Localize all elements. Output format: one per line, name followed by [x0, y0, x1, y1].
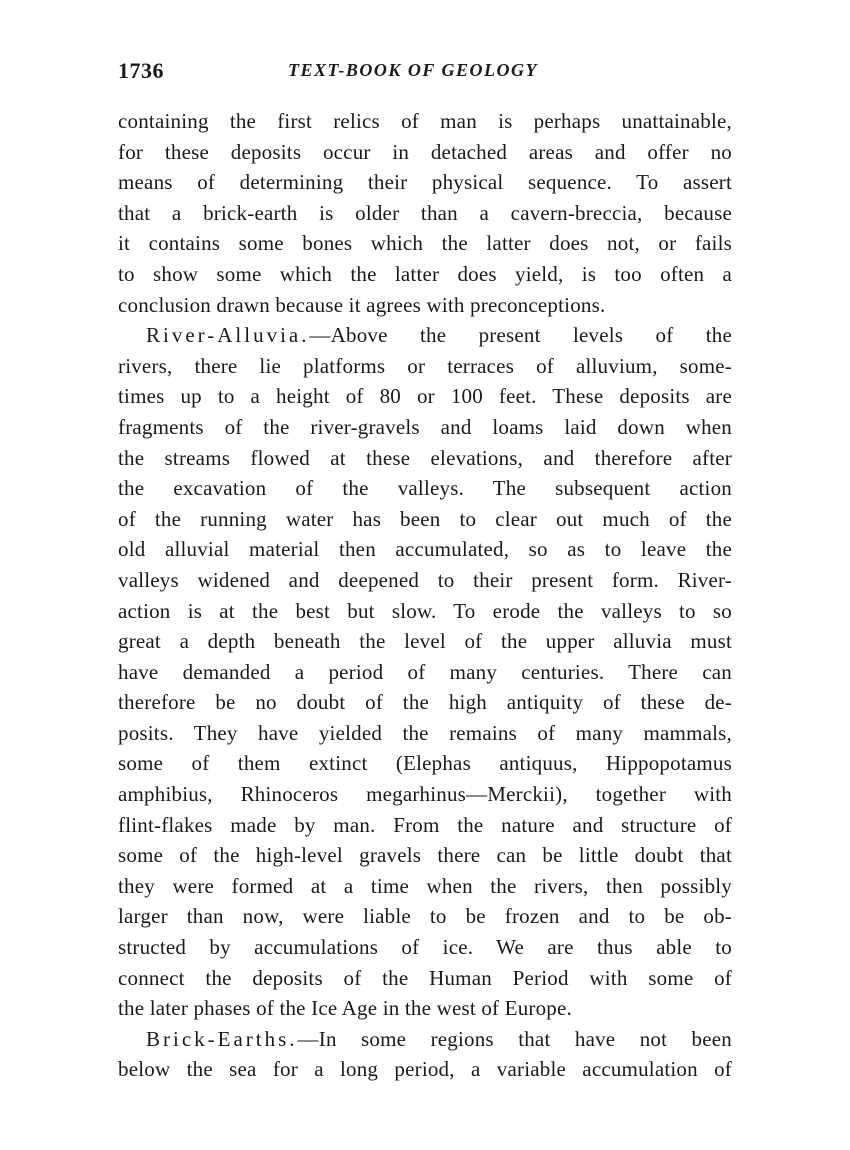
paragraph-river-alluvia: [118, 320, 732, 1024]
section-heading-river-alluvia: River-Alluvia.: [146, 323, 310, 348]
text-line: for these deposits occur in detached areas and offer no: [118, 139, 732, 164]
text-line: to show some which the latter does yield, is too often a: [118, 261, 732, 286]
text-line: of the running water has been to clear out much of the: [118, 506, 732, 531]
text-line: action is at the best but slow. To erode the valleys to so: [118, 598, 732, 623]
text-line: fragments of the river-gravels and loams laid down when: [118, 414, 732, 439]
text-line: means of determining their physical sequence. To assert: [118, 170, 732, 195]
text-line: the excavation of the valleys. The subsequent action: [118, 476, 732, 501]
page-header: [118, 58, 732, 92]
text-line: the streams flowed at these elevations, and therefore after: [118, 445, 732, 470]
text-line: it contains some bones which the latter does not, or fails: [118, 231, 732, 256]
text-line: the later phases of the Ice Age in the west of Europe.: [118, 996, 572, 1021]
section-heading-brick-earths: Brick-Earths.: [146, 1026, 298, 1051]
text-run: —Above the present levels of the: [309, 323, 732, 348]
text-line: rivers, there lie platforms or terraces of alluvium, some-: [118, 353, 732, 378]
running-title: TEXT-BOOK OF GEOLOGY: [288, 60, 539, 80]
text-line: conclusion drawn because it agrees with preconceptions.: [118, 292, 606, 317]
book-page: [118, 58, 732, 1085]
text-line: some of them extinct (Elephas antiquus, Hippopotamus: [118, 751, 732, 776]
text-line: have demanded a period of many centuries. There can: [118, 659, 732, 684]
text-line: [118, 320, 732, 351]
text-line: they were formed at a time when the rivers, then possibly: [118, 873, 732, 898]
text-line: below the sea for a long period, a variable accumulation of: [118, 1057, 732, 1082]
text-line: valleys widened and deepened to their present form. River-: [118, 567, 732, 592]
text-line: posits. They have yielded the remains of many mammals,: [118, 720, 732, 745]
text-line: structed by accumulations of ice. We are thus able to: [118, 935, 732, 960]
paragraph-relics-of-man: [118, 106, 732, 320]
text-line: great a depth beneath the level of the upper alluvia must: [118, 629, 732, 654]
page-number: 1736: [118, 58, 164, 83]
text-line: that a brick-earth is older than a cavern-breccia, because: [118, 200, 732, 225]
text-line: larger than now, were liable to be frozen and to be ob-: [118, 904, 732, 929]
text-line: some of the high-level gravels there can be little doubt that: [118, 843, 732, 868]
text-line: flint-flakes made by man. From the nature and structure of: [118, 812, 732, 837]
text-line: containing the first relics of man is perhaps unattainable,: [118, 109, 732, 133]
text-line: old alluvial material then accumulated, so as to leave the: [118, 537, 732, 562]
paragraph-brick-earths: [118, 1024, 732, 1085]
text-line: therefore be no doubt of the high antiquity of these de-: [118, 690, 732, 715]
text-line: times up to a height of 80 or 100 feet. These deposits are: [118, 384, 732, 409]
text-line: [118, 1024, 732, 1055]
text-line: connect the deposits of the Human Period with some of: [118, 965, 732, 990]
text-line: amphibius, Rhinoceros megarhinus—Merckii), together with: [118, 782, 732, 807]
text-run: —In some regions that have not been: [297, 1026, 732, 1051]
